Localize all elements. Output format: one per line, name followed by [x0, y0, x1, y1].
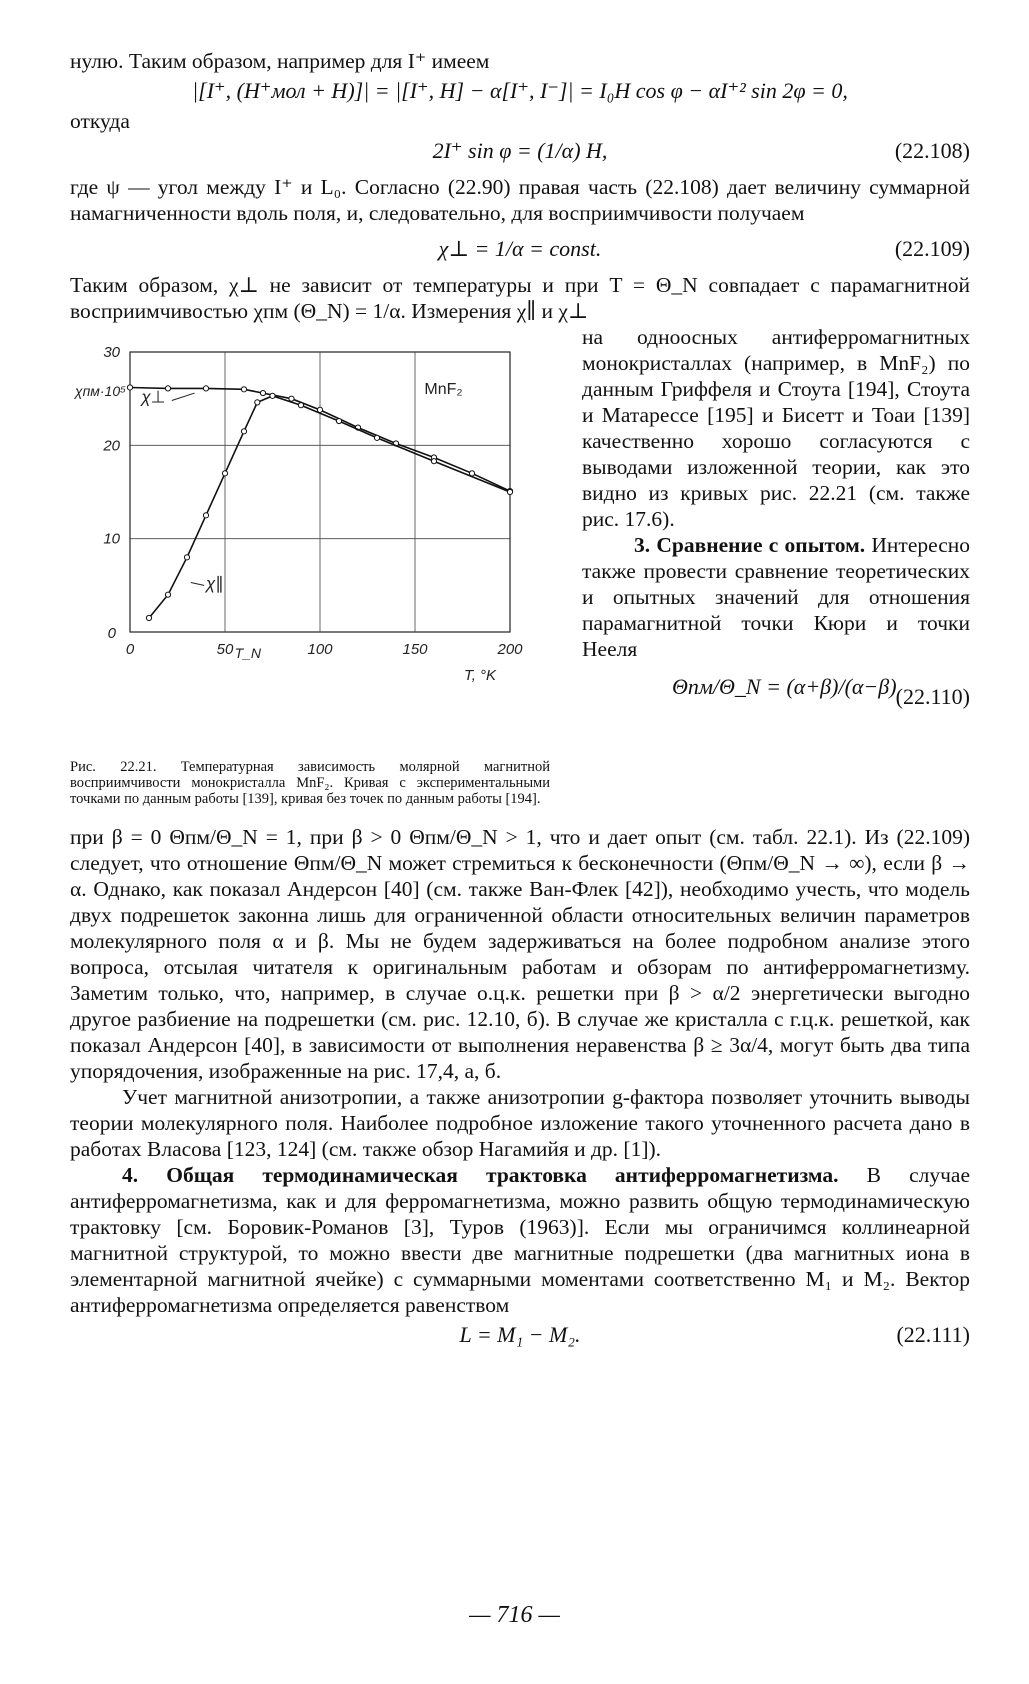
data-point	[222, 471, 227, 476]
paragraph-anisotropy: Учет магнитной анизотропии, а также анизотропии g-фактора позволяет уточнить выводы теории молекулярного поля. Наиболее подробное изложение такого уточненного расчета дано в работах Власова [123, 124] (см. также обзор Нагамийя и др. [1]).	[70, 1085, 970, 1161]
paragraph-109: Таким образом, χ⊥ не зависит от температуры и при T = Θ_N совпадает с парамагнитной восприимчивостью χпм (Θ_N) = 1/α. Измерения χ∥ и χ⊥	[70, 273, 970, 323]
data-point	[165, 592, 170, 597]
chi-par-label: χ∥	[206, 574, 224, 594]
data-point	[203, 513, 208, 518]
equation-110-number: (22.110)	[895, 684, 970, 709]
equation-111-body: L = M₁ − M₂.	[459, 1322, 581, 1347]
equation-110-body: Θпм/Θ_N = (α+β)/(α−β)	[672, 674, 897, 699]
data-point	[184, 555, 189, 560]
data-point	[289, 396, 294, 401]
data-point	[241, 387, 246, 392]
figure-caption: Рис. 22.21. Температурная зависимость молярной магнитной восприимчивости монокристалла MnF₂. Кривая с экспериментальными точками по данным работы [139], кривая без точек по данным работы [194].	[70, 758, 550, 807]
section-4-heading: 4. Общая термодинамическая трактовка антиферромагнетизма.	[122, 1163, 839, 1187]
equation-110	[582, 674, 970, 722]
data-point	[270, 393, 275, 398]
paragraph-110: при β = 0 Θпм/Θ_N = 1, при β > 0 Θпм/Θ_N > 1, что и дает опыт (см. табл. 22.1). Из (22.109) следует, что отношение Θпм/Θ_N может стремиться к бесконечности (Θпм/Θ_N → ∞), если β → α. Однако, как показал Андерсон [40] (см. также Ван-Флек [42]), необходимо учесть, что модель двух подрешеток законна лишь для ограниченной области относительных величин параметров молекулярного поля α и β. Мы не будем задерживаться на более подробном анализе этого вопроса, отсылая читателя к оригинальным работам и обзорам по антиферромагнетизму. Заметим только, что, например, в случае о.ц.к. решетки при β > α/2 энергетически выгодно другое разбиение на подрешетки (см. рис. 12.10, б). В случае же кристалла с г.ц.к. решеткой, как показал Андерсон [40], в зависимости от выполнения неравенства β ≥ 3α/4, могут быть два типа упорядочения, изображенные на рис. 17,4, а, б.	[70, 825, 970, 1083]
equation-108-number: (22.108)	[894, 138, 970, 163]
section-4-text: В случае антиферромагнетизма, как и для ферромагнетизма, можно развить общую термодинамическую трактовку [см. Боровик-Романов [3], Туров (1963)]. Если мы ограничимся коллинеарной магнитной структурой, то можно ввести две магнитные подрешетки (два магнитных иона в элементарной магнитной ячейке) с суммарными моментами соответственно M₁ и M₂. Вектор антиферромагнетизма определяется равенством	[70, 1163, 971, 1317]
data-point	[298, 403, 303, 408]
data-point	[255, 400, 260, 405]
data-point	[431, 459, 436, 464]
figure-22-21-chart	[70, 332, 570, 732]
x-tick-label: 150	[402, 641, 428, 658]
data-point	[260, 390, 265, 395]
data-point	[203, 386, 208, 391]
data-point	[241, 429, 246, 434]
chi-perp-label: χ⊥	[141, 387, 166, 407]
x-tick-label: 100	[307, 641, 333, 658]
paragraph-section-4	[70, 1162, 970, 1318]
word-otkuda: откуда	[70, 109, 130, 133]
data-point	[165, 386, 170, 391]
y-tick-label: 30	[103, 344, 120, 361]
side-paragraph-1: на одноосных антиферромагнитных монокристаллах (например, в MnF₂) по данным Гриффеля и Стоута [194], Стоута и Матарессе [195] и Бисетт и Тоаи [139] качественно хорошо согласуются с выводами изложенной теории, как это видно из кривых рис. 22.21 (см. также рис. 17.6).	[582, 325, 970, 531]
neel-temperature-label: T_N	[234, 645, 262, 661]
compound-annotation: MnF₂	[424, 381, 463, 398]
figure-block	[70, 324, 970, 824]
chi-perp-leader	[172, 393, 195, 400]
y-tick-label: 20	[103, 437, 120, 455]
data-point	[146, 615, 151, 620]
equation-111	[70, 1318, 970, 1352]
side-column	[582, 324, 970, 722]
side-paragraph-2	[582, 532, 970, 662]
equation-108-body: 2I⁺ sin φ = (1/α) H,	[432, 138, 608, 163]
equation-108	[70, 134, 970, 168]
equation-top	[70, 74, 970, 108]
y-axis-label: χпм·10⁵	[74, 383, 126, 399]
data-point	[336, 418, 341, 423]
data-point	[374, 435, 379, 440]
x-tick-label: 200	[497, 641, 523, 658]
page	[70, 48, 970, 1352]
chart-labels	[73, 344, 523, 684]
equation-111-number: (22.111)	[896, 1322, 970, 1347]
paragraph-108: где ψ — угол между I⁺ и L₀. Согласно (22.90) правая часть (22.108) дает величину суммарной намагниченности вдоль поля, и, следовательно, для восприимчивости получаем	[70, 175, 970, 225]
x-tick-label: 50	[216, 641, 234, 658]
equation-109	[70, 232, 970, 266]
x-axis-label: T, °K	[463, 667, 497, 684]
section-3-text: Интересно также провести сравнение теоретических и опытных значений для отношения парамагнитной точки Кюри и точки Нееля	[582, 533, 970, 661]
equation-109-body: χ⊥ = 1/α = const.	[438, 236, 602, 261]
data-point	[507, 489, 512, 494]
data-point	[127, 385, 132, 390]
y-tick-label: 10	[103, 530, 120, 548]
section-3-heading: 3. Сравнение с опытом.	[634, 533, 866, 557]
chi-par-leader	[191, 583, 204, 586]
x-tick-label: 0	[125, 641, 135, 658]
page-number: — 716 —	[469, 1602, 560, 1628]
origin-label: 0	[107, 625, 116, 642]
equation-109-number: (22.109)	[894, 236, 970, 261]
equation-top-body: |[I⁺, (H⁺мол + H)]| = |[I⁺, H] − α[I⁺, I⁻]| = I₀H cos φ − αI⁺² sin 2φ = 0,	[192, 78, 848, 103]
paragraph-top: нулю. Таким образом, например для I⁺ имеем	[70, 49, 490, 73]
